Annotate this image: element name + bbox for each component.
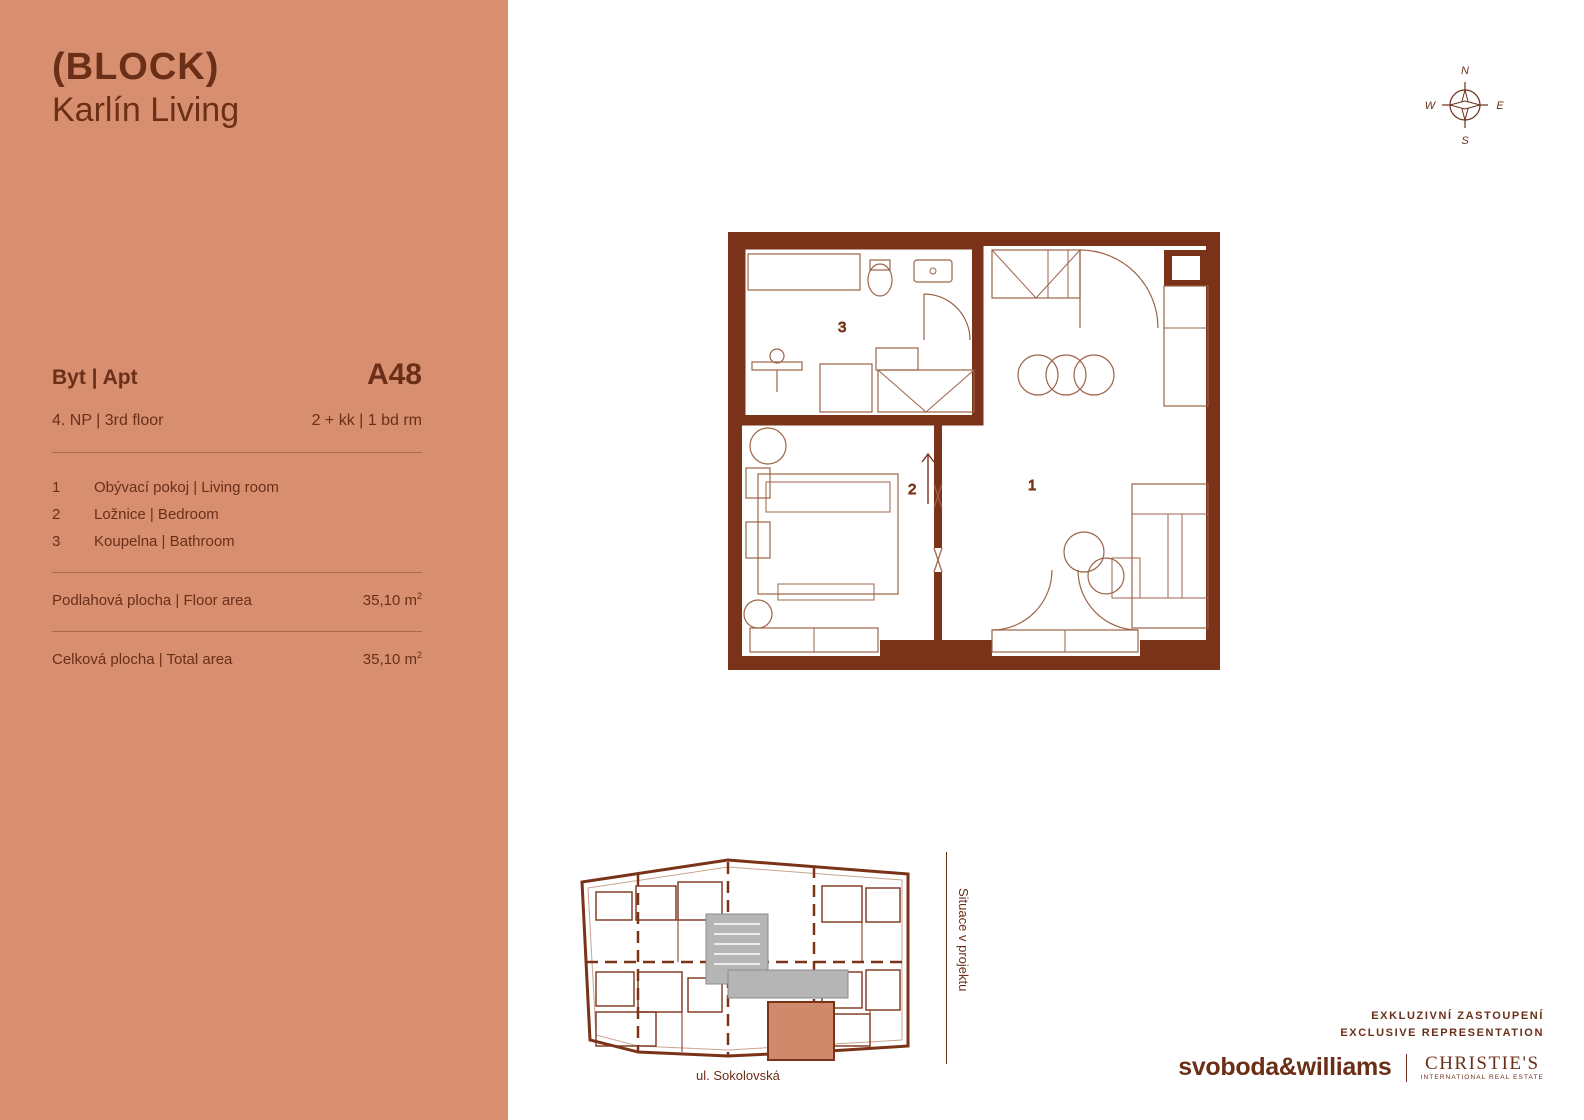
total-area-unit: 2 xyxy=(416,650,422,660)
legend-item xyxy=(52,506,422,523)
apartment-label: Byt | Apt xyxy=(52,366,138,389)
divider-3 xyxy=(52,631,422,632)
highlighted-apartment xyxy=(768,1002,834,1060)
brand-logo-bottom: Karlín Living xyxy=(52,90,240,129)
floor-area-row xyxy=(52,591,422,609)
floor-row xyxy=(52,412,422,430)
room-legend xyxy=(52,479,422,550)
left-info-panel xyxy=(0,0,508,1120)
compass-rose xyxy=(1420,60,1510,150)
legend-number: 1 xyxy=(52,479,61,496)
legend-text: Obývací pokoj | Living room xyxy=(94,479,279,496)
apartment-info xyxy=(52,358,422,686)
footer-divider xyxy=(1406,1054,1407,1082)
situation-caption-group xyxy=(938,852,971,1064)
total-area-value xyxy=(363,650,422,668)
legend-text: Ložnice | Bedroom xyxy=(94,506,219,523)
situation-caption-rule xyxy=(946,852,947,1064)
floor-area-value xyxy=(363,591,422,609)
room-number-3: 3 xyxy=(838,319,847,336)
footer xyxy=(1178,1008,1544,1082)
room-number-2: 2 xyxy=(908,481,917,498)
exclusive-en: EXCLUSIVE REPRESENTATION xyxy=(1340,1026,1544,1039)
partner-name: CHRISTIE'S xyxy=(1425,1052,1540,1074)
layout-label: 2 + kk | 1 bd rm xyxy=(311,412,422,429)
partner-subtitle: INTERNATIONAL REAL ESTATE xyxy=(1420,1073,1544,1081)
apartment-floorplan xyxy=(728,232,1220,670)
situation-caption-text: Situace v projektu xyxy=(956,888,971,992)
brand-logo xyxy=(52,48,239,131)
legend-item xyxy=(52,479,422,496)
brand-logo-top: (BLOCK) xyxy=(52,46,220,88)
compass-west: W xyxy=(1424,100,1436,112)
total-area-label: Celková plocha | Total area xyxy=(52,651,233,668)
site-situation-plan xyxy=(578,852,918,1064)
floor-label: 4. NP | 3rd floor xyxy=(52,412,164,429)
apartment-code: A48 xyxy=(366,358,422,391)
agency-logo: svoboda&williams xyxy=(1178,1053,1392,1081)
legend-text: Koupelna | Bathroom xyxy=(94,533,235,550)
total-area-number: 35,10 m xyxy=(362,651,417,668)
partner-logo xyxy=(1421,1054,1544,1082)
legend-number: 3 xyxy=(52,533,61,550)
floor-area-unit: 2 xyxy=(416,591,422,601)
total-area-row xyxy=(52,650,422,668)
exclusive-representation xyxy=(1178,1008,1544,1041)
legend-item xyxy=(52,533,422,550)
exclusive-cz: EXKLUZIVNÍ ZASTOUPENÍ xyxy=(1371,1010,1544,1022)
floor-area-label: Podlahová plocha | Floor area xyxy=(52,592,252,609)
legend-number: 2 xyxy=(52,506,61,523)
compass-east: E xyxy=(1496,100,1504,112)
room-number-1: 1 xyxy=(1028,477,1037,494)
compass-north: N xyxy=(1461,65,1469,77)
street-label: ul. Sokolovská xyxy=(696,1068,780,1083)
floor-area-number: 35,10 m xyxy=(362,592,417,609)
divider-2 xyxy=(52,572,422,573)
apartment-row xyxy=(52,358,422,392)
divider-1 xyxy=(52,452,422,453)
compass-south: S xyxy=(1461,135,1469,147)
footer-brands xyxy=(1178,1053,1544,1082)
